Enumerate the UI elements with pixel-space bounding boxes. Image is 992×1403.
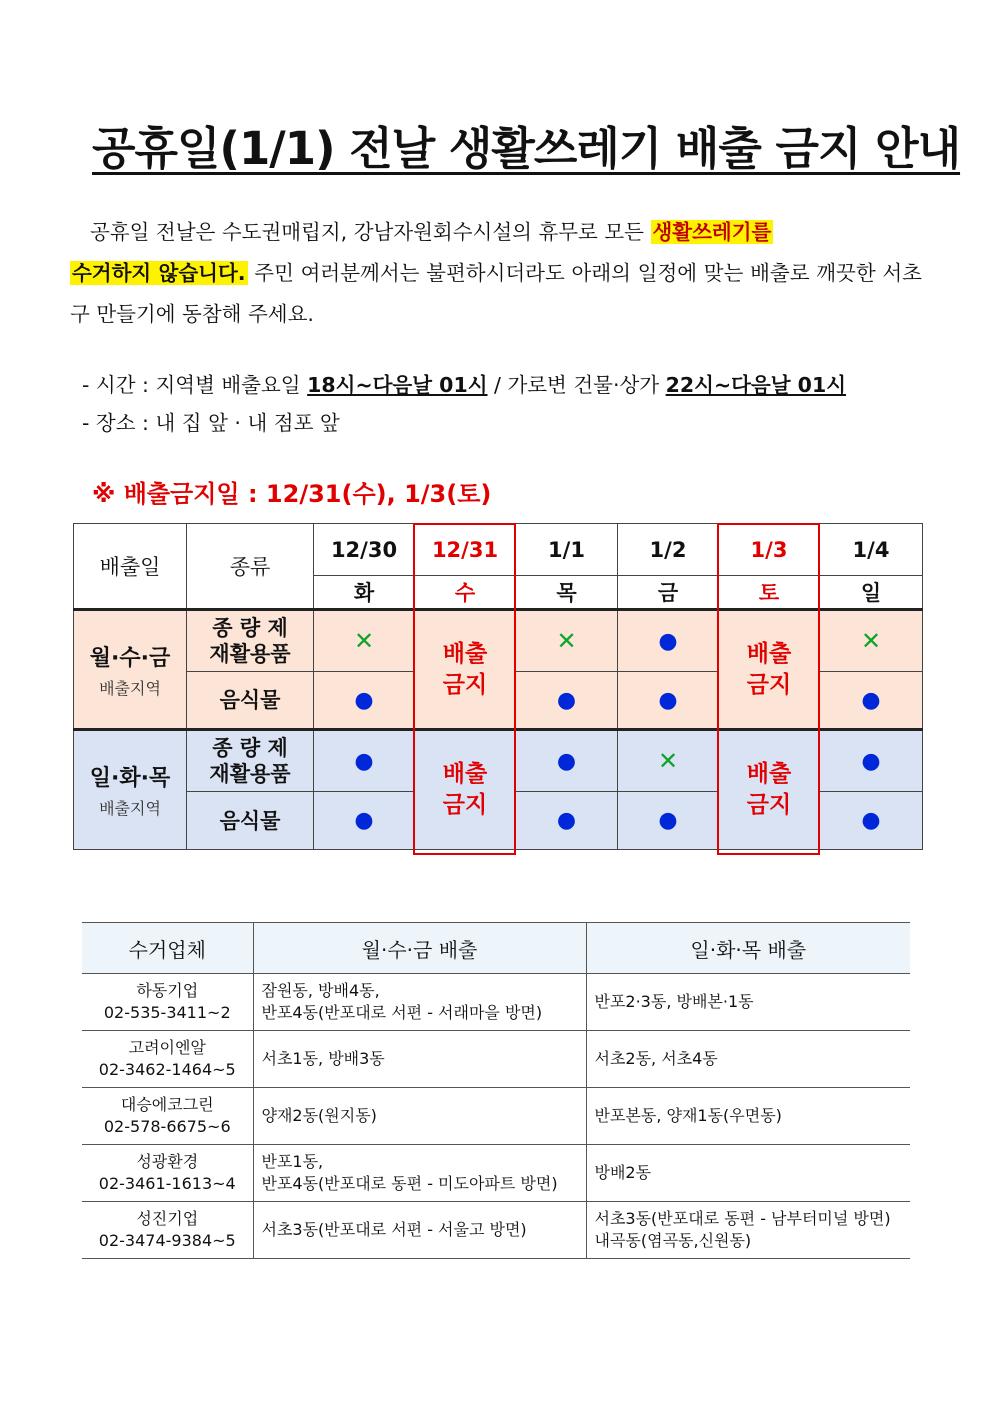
mwf-cell xyxy=(253,974,586,1031)
group-stt xyxy=(74,730,187,850)
ban-cell xyxy=(719,610,820,730)
area-line: 내곡동(염곡동,신원동) xyxy=(594,1231,752,1250)
company-name: 성진기업 xyxy=(136,1209,199,1228)
collection-dot-icon: ● xyxy=(820,730,923,792)
ban-line: 금지 xyxy=(442,671,488,698)
group-sub: 배출지역 xyxy=(99,678,161,698)
company-phone: 02-578-6675~6 xyxy=(103,1117,231,1136)
group-mwf xyxy=(74,610,187,730)
ban-line: 배출 xyxy=(442,640,488,667)
area-line: 방배2동 xyxy=(594,1163,652,1182)
day-cell: 일 xyxy=(820,576,923,610)
day-cell: 화 xyxy=(314,576,415,610)
stt-header: 일·화·목 배출 xyxy=(586,923,910,974)
no-collection-icon: ✕ xyxy=(314,610,415,672)
stt-cell xyxy=(586,1202,910,1259)
table-row xyxy=(82,1088,910,1145)
no-collection-icon: ✕ xyxy=(618,730,719,792)
company-name: 성광환경 xyxy=(136,1152,199,1171)
time-range-1: 18시~다음날 01시 xyxy=(307,373,488,397)
intro-highlight-1: 생활쓰레기를 xyxy=(652,220,772,244)
table-row xyxy=(82,1145,910,1202)
intro-text-1: 공휴일 전날은 수도권매립지, 강남자원회수시설의 휴무로 모든 xyxy=(90,220,651,244)
area-line: 서초3동(반포대로 서편 - 서울고 방면) xyxy=(261,1220,527,1239)
ban-cell xyxy=(415,730,516,850)
company-table xyxy=(82,922,910,1259)
collection-dot-icon: ● xyxy=(820,672,923,730)
day-cell: 목 xyxy=(516,576,618,610)
collection-dot-icon: ● xyxy=(618,672,719,730)
company-phone: 02-3462-1464~5 xyxy=(98,1060,236,1079)
area-line: 양재2동(원지동) xyxy=(261,1106,377,1125)
date-cell: 1/1 xyxy=(516,524,618,576)
kind-food: 음식물 xyxy=(187,792,314,850)
area-line: 반포4동(반포대로 동편 - 미도아파트 방면) xyxy=(261,1174,558,1193)
day-cell: 수 xyxy=(415,576,516,610)
col-kind-header: 종류 xyxy=(187,524,314,610)
stt-cell xyxy=(586,1088,910,1145)
ban-line: 금지 xyxy=(442,792,488,818)
company-name: 대승에코그린 xyxy=(120,1095,214,1114)
time-middle: / 가로변 건물·상가 xyxy=(487,373,666,397)
date-cell: 1/3 xyxy=(719,524,820,576)
company-phone: 02-535-3411~2 xyxy=(103,1003,231,1022)
no-collection-icon: ✕ xyxy=(516,610,618,672)
page-title: 공휴일(1/1) 전날 생활쓰레기 배출 금지 안내 xyxy=(92,122,961,175)
mwf-header: 월·수·금 배출 xyxy=(253,923,586,974)
area-line: 서초2동, 서초4동 xyxy=(594,1049,718,1068)
table-row xyxy=(82,974,910,1031)
kind-recycle xyxy=(187,730,314,792)
no-collection-icon: ✕ xyxy=(820,610,923,672)
company-cell xyxy=(82,1145,253,1202)
company-name: 고려이엔알 xyxy=(128,1038,206,1057)
day-cell: 토 xyxy=(719,576,820,610)
time-prefix: - 시간 : 지역별 배출요일 xyxy=(82,373,308,397)
collection-dot-icon: ● xyxy=(314,792,415,850)
place-info: - 장소 : 내 집 앞 · 내 점포 앞 xyxy=(82,411,340,435)
kind-line: 종 량 제 xyxy=(212,616,288,640)
company-cell xyxy=(82,1088,253,1145)
intro-paragraph xyxy=(70,212,922,335)
group-name: 일·화·목 xyxy=(89,766,171,791)
kind-line: 재활용품 xyxy=(209,762,291,786)
mwf-cell xyxy=(253,1031,586,1088)
collection-dot-icon: ● xyxy=(516,730,618,792)
schedule-table xyxy=(73,523,923,850)
stt-cell xyxy=(586,974,910,1031)
collection-dot-icon: ● xyxy=(618,610,719,672)
company-cell xyxy=(82,1202,253,1259)
ban-line: 배출 xyxy=(442,761,488,787)
kind-line: 종 량 제 xyxy=(212,736,288,760)
collection-dot-icon: ● xyxy=(820,792,923,850)
area-line: 반포본동, 양재1동(우면동) xyxy=(594,1106,782,1125)
ban-line: 금지 xyxy=(746,792,792,818)
date-cell: 1/4 xyxy=(820,524,923,576)
stt-cell xyxy=(586,1145,910,1202)
mwf-cell xyxy=(253,1145,586,1202)
intro-text-2: 주민 여러분께서는 불편하시더라도 아래의 일정에 맞는 배출로 깨끗한 서초구 만들기에 동참해 주세요. xyxy=(70,261,922,326)
area-line: 잠원동, 방배4동, xyxy=(261,981,380,1000)
day-cell: 금 xyxy=(618,576,719,610)
collection-dot-icon: ● xyxy=(516,792,618,850)
group-sub: 배출지역 xyxy=(99,799,161,818)
table-row xyxy=(82,1202,910,1259)
area-line: 반포1동, xyxy=(261,1152,324,1171)
stt-cell xyxy=(586,1031,910,1088)
mwf-cell xyxy=(253,1202,586,1259)
ban-line: 배출 xyxy=(746,640,792,667)
kind-recycle xyxy=(187,610,314,672)
ban-cell xyxy=(719,730,820,850)
area-line: 반포4동(반포대로 서편 - 서래마을 방면) xyxy=(261,1003,543,1022)
collection-dot-icon: ● xyxy=(618,792,719,850)
collection-dot-icon: ● xyxy=(516,672,618,730)
date-cell: 12/31 xyxy=(415,524,516,576)
area-line: 서초3동(반포대로 동편 - 남부터미널 방면) xyxy=(594,1209,891,1228)
collection-dot-icon: ● xyxy=(314,672,415,730)
kind-line: 재활용품 xyxy=(209,642,291,666)
ban-line: 금지 xyxy=(746,671,792,698)
date-cell: 1/2 xyxy=(618,524,719,576)
company-cell xyxy=(82,1031,253,1088)
company-name: 하동기업 xyxy=(136,981,199,1000)
ban-line: 배출 xyxy=(746,761,792,787)
group-name: 월·수·금 xyxy=(89,645,171,671)
intro-highlight-2: 수거하지 않습니다. xyxy=(72,261,246,285)
time-range-2: 22시~다음날 01시 xyxy=(665,373,847,397)
table-row xyxy=(82,1031,910,1088)
company-phone: 02-3461-1613~4 xyxy=(98,1174,236,1193)
company-cell xyxy=(82,974,253,1031)
company-phone: 02-3474-9384~5 xyxy=(98,1231,236,1250)
collection-dot-icon: ● xyxy=(314,730,415,792)
date-cell: 12/30 xyxy=(314,524,415,576)
ban-notice: ※ 배출금지일 : 12/31(수), 1/3(토) xyxy=(92,480,492,508)
area-line: 서초1동, 방배3동 xyxy=(261,1049,385,1068)
area-line: 반포2·3동, 방배본·1동 xyxy=(594,992,754,1011)
mwf-cell xyxy=(253,1088,586,1145)
ban-cell xyxy=(415,610,516,730)
company-header: 수거업체 xyxy=(82,923,253,974)
kind-food: 음식물 xyxy=(187,672,314,730)
time-info xyxy=(82,368,846,398)
col-date-header: 배출일 xyxy=(74,524,187,610)
